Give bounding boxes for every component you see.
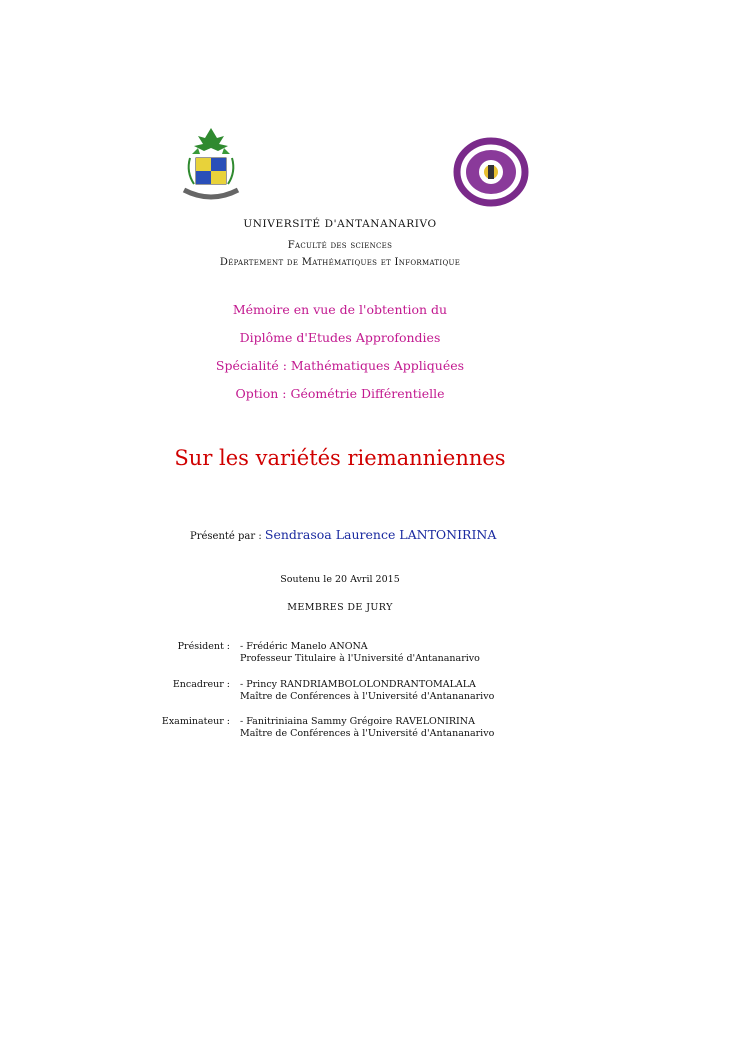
member-name: - Frédéric Manelo ANONA xyxy=(240,641,368,652)
faculty-seal-icon xyxy=(453,137,529,207)
jury-member-president xyxy=(240,641,480,665)
jury-role-president: Président : xyxy=(177,641,230,652)
thesis-title: Sur les variétés riemanniennes xyxy=(174,446,506,470)
member-title: Maître de Conférences à l'Université d'Antananarivo xyxy=(240,728,495,739)
memoire-line-4: Option : Géométrie Différentielle xyxy=(235,386,445,401)
jury-role-encadreur: Encadreur : xyxy=(172,679,230,690)
memoire-line-1: Mémoire en vue de l'obtention du xyxy=(232,302,448,317)
member-title: Professeur Titulaire à l'Université d'Antananarivo xyxy=(240,653,480,664)
university-crest-icon xyxy=(178,124,244,208)
university-name: UNIVERSITÉ D'ANTANANARIVO xyxy=(243,218,437,230)
member-title: Maître de Conférences à l'Université d'Antananarivo xyxy=(240,691,495,702)
author-name: Sendrasoa Laurence LANTONIRINA xyxy=(264,527,497,542)
faculty-name: Faculté des sciences xyxy=(287,240,393,251)
presented-label: Présenté par : xyxy=(190,531,265,542)
defense-date: Soutenu le 20 Avril 2015 xyxy=(280,574,400,585)
member-name: - Princy RANDRIAMBOLOLONDRANTOMALALA xyxy=(240,679,476,690)
presented-by xyxy=(190,527,496,542)
jury-role-examinateur: Examinateur : xyxy=(161,716,230,727)
memoire-line-3: Spécialité : Mathématiques Appliquées xyxy=(215,358,465,373)
jury-member-examinateur xyxy=(240,716,494,740)
department-name: Département de Mathématiques et Informatique xyxy=(219,257,461,268)
memoire-line-2: Diplôme d'Etudes Approfondies xyxy=(239,330,441,345)
member-name: - Fanitriniaina Sammy Grégoire RAVELONIRINA xyxy=(240,716,475,727)
jury-heading: MEMBRES DE JURY xyxy=(287,602,393,613)
jury-member-encadreur xyxy=(240,679,494,703)
